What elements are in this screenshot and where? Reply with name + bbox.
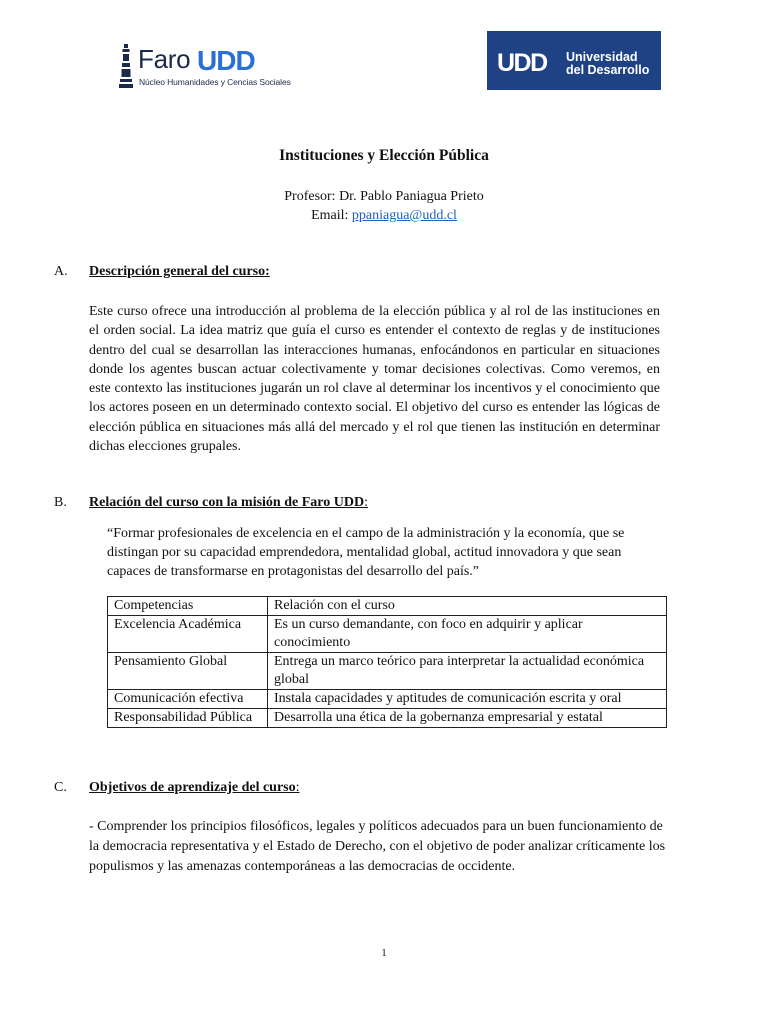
table-cell: Es un curso demandante, con foco en adquirir y aplicar conocimiento bbox=[268, 616, 667, 653]
table-cell: Pensamiento Global bbox=[108, 653, 268, 690]
table-row bbox=[108, 709, 667, 728]
table-cell: Comunicación efectiva bbox=[108, 690, 268, 709]
professor-name: Profesor: Dr. Pablo Paniagua Prieto bbox=[284, 189, 484, 204]
email-link[interactable]: ppaniagua@udd.cl bbox=[351, 208, 457, 223]
section-a-heading bbox=[89, 264, 270, 280]
table-cell: Instala capacidades y aptitudes de comunicación escrita y oral bbox=[268, 690, 667, 709]
mission-quote: “Formar profesionales de excelencia en el campo de la administración y la economía, que se distingan por su capacidad emprendedora, mentalidad global, actitud innovadora y que sean capaces de transformarse en protagonistas del desarrollo del país.” bbox=[107, 526, 625, 579]
udd-logo-line2: del Desarrollo bbox=[566, 63, 650, 77]
section-b-heading bbox=[89, 495, 368, 511]
faro-logo-brand: UDD bbox=[197, 47, 255, 73]
table-header-cell: Relación con el curso bbox=[268, 597, 667, 616]
section-a-body: Este curso ofrece una introducción al problema de la elección pública y al rol de las instituciones en el orden social. La idea matriz que guía el curso es entender el contexto de reglas y de instituciones dentro del cual se desarrollan las interacciones humanas, enfocándonos en particular en situaciones donde los agentes buscan actuar colectivamente y tomar decisiones colectivas. Como veremos, en este contexto las instituciones jugarán un rol clave al determinar los incentivos y el conocimiento que los actores poseen en un determinado contexto social. El objetivo del curso es entender las lógicas de elección pública en situaciones más allá del mercado y el rol que tienen las institución en determinar dichas elecciones grupales. bbox=[89, 304, 660, 455]
faro-logo-word: Faro bbox=[138, 44, 191, 74]
udd-logo-mark bbox=[497, 51, 557, 73]
table-cell: Desarrolla una ética de la gobernanza empresarial y estatal bbox=[268, 709, 667, 728]
email-label: Email: bbox=[311, 208, 352, 223]
professor-email-line bbox=[0, 206, 768, 225]
lighthouse-icon bbox=[119, 44, 133, 88]
section-b-heading-text: Relación del curso con la misión de Faro UDD bbox=[89, 495, 365, 510]
objective-item: - Comprender los principios filosóficos, legales y políticos adecuados para un buen funcionamiento de la democracia representativa y el Estado de Derecho, con el objetivo de poder analizar críticamente los populismos y las amenazas contemporáneas a las democracias de occidente. bbox=[89, 819, 666, 874]
faro-udd-logo bbox=[119, 44, 291, 90]
competencies-table bbox=[107, 596, 667, 728]
section-c-heading-suffix: : bbox=[295, 780, 300, 795]
professor-block bbox=[0, 187, 768, 225]
faro-logo-subtitle: Núcleo Humanidades y Cencias Sociales bbox=[139, 77, 291, 87]
section-a-heading-text: Descripción general del curso: bbox=[89, 264, 270, 279]
section-b-heading-suffix: : bbox=[364, 495, 368, 510]
table-header-cell: Competencias bbox=[108, 597, 268, 616]
udd-logo-line1: Universidad bbox=[566, 50, 638, 64]
section-b-letter: B. bbox=[54, 495, 67, 510]
page-number: 1 bbox=[381, 947, 387, 959]
section-c-heading-text: Objetivos de aprendizaje del curso bbox=[89, 780, 296, 795]
section-a-letter: A. bbox=[54, 264, 68, 279]
table-cell: Responsabilidad Pública bbox=[108, 709, 268, 728]
udd-logo-mark-text: UDD bbox=[497, 51, 547, 73]
faro-udd-brand-mark bbox=[197, 47, 267, 73]
table-row bbox=[108, 653, 667, 690]
table-cell: Excelencia Académica bbox=[108, 616, 268, 653]
table-header-row bbox=[108, 597, 667, 616]
section-c-heading bbox=[89, 780, 300, 796]
document-title: Instituciones y Elección Pública bbox=[279, 147, 489, 164]
section-c-letter: C. bbox=[54, 780, 67, 795]
table-row bbox=[108, 690, 667, 709]
udd-university-logo bbox=[487, 31, 661, 90]
table-cell: Entrega un marco teórico para interpretar la actualidad económica global bbox=[268, 653, 667, 690]
udd-logo-text bbox=[566, 51, 649, 77]
table-row bbox=[108, 616, 667, 653]
